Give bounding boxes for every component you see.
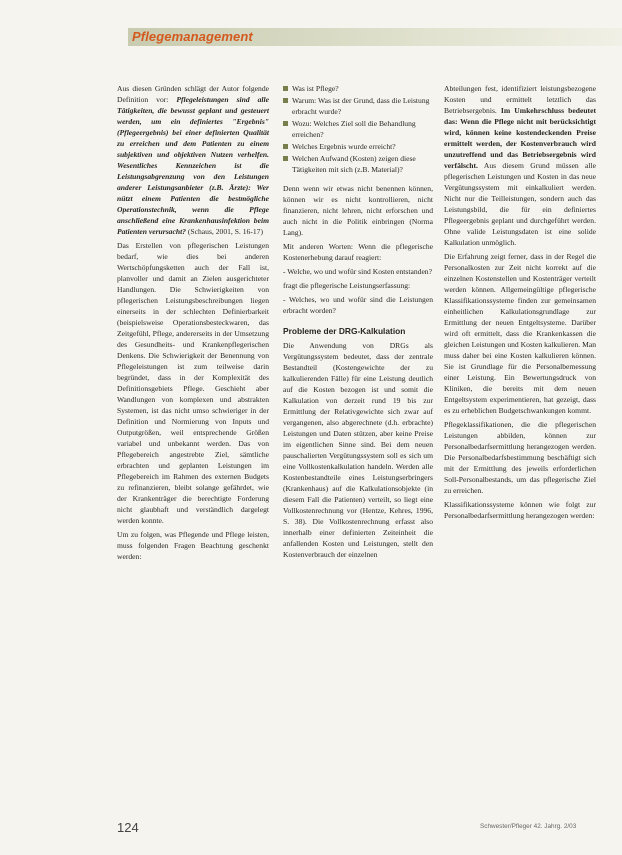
square-bullet-icon (283, 98, 288, 103)
section-header-label: Pflegemanagement (132, 29, 253, 44)
list-item-text: Welchen Aufwand (Kosten) zeigen diese Tätigkeiten mit sich (z.B. Material)? (292, 154, 416, 174)
paragraph: - Welche, wo und wofür sind Kosten entstanden? (283, 267, 432, 276)
list-item (283, 153, 433, 175)
paragraph: Klassifikationssysteme können wie folgt zur Personalbedarfsermittlung herangezogen werden: (444, 500, 596, 520)
page-number: 124 (117, 820, 139, 835)
paragraph-text: Abteilungen fest, identifiziert leistungsbezogene Kosten und ermittelt letztlich das Betriebsergebnis. (444, 84, 596, 115)
paragraph: Mit anderen Worten: Wenn die pflegerische Kostenerhebung darauf reagiert: (283, 242, 433, 262)
paragraph: Die Erfahrung zeigt ferner, dass in der Regel die Personalkosten zur Zeit nicht korrekt auf die einzelnen Kostenstellen und Kostenträger verteilt werden können. Allgemeingültige pflegerische Klassifikationssysteme finden zur gemeinsamen einheitlichen Kalkulationsgrundlage zur Ermittlung der neuen Entgeltsysteme. Darüber wird oft ermittelt, dass die Krankenkassen die gleichen Leistungen und Kosten kalkulieren. Man muss daher bei eine Kosten kalkulieren können. Sie ist Grundlage für die Personalbemessung einer Leistung. Ein Bewertungsdruck von Kliniken, die bereits mit dem neuen Entgeltsystem experimentieren, hat gezeigt, dass es zu erheblichen Budgetschwankungen kommt. (444, 252, 596, 415)
list-item-text: Welches Ergebnis wurde erreicht? (292, 142, 396, 151)
paragraph-text: Aus diesem Grund müssen alle pflegerischen Leistungen und Kosten in das neue Vergütungssystem mit einkalkuliert werden. Nicht nur die Teilleistungen, sondern auch das Leistungsbild, die für ein definiertes Pflegeergebnis geplant und durchgeführt werden. Ohne valide Leistungsdaten ist eine solide Kalkulation unmöglich. (444, 161, 597, 247)
definition-quote: Pflegeleistungen sind alle Tätigkeiten, die bewusst geplant und gesteuert werden, um ein definiertes "Ergebnis" (Pflegeergebnis) bei einer definierten Qualität zu erreichen und dem Patienten zu einem subjektiven und objektiven Nutzen verhelfen. Wesentliches Kennzeichen ist die Leistungsabgrenzung von den Leistungen anderer Leistungsanbieter (z.B. Ärzte): Wer nützt einem Patienten die bestmögliche Operationstechnik, wenn die Pflege anschließend eine Krankenhausinfektion beim Patienten verursacht? (117, 95, 270, 236)
publication-footer: Schwester/Pfleger 42. Jahrg. 2/03 (480, 823, 577, 830)
paragraph: Denn wenn wir etwas nicht benennen können, können wir es nicht kontrollieren, nicht finanzieren, nicht lehren, nicht erforschen und auch nicht in die Politik einbringen (Norma Lang). (283, 184, 433, 237)
paragraph-intro: Aus diesen Gründen schlägt der Autor folgende Definition vor: (117, 84, 269, 104)
square-bullet-icon (283, 86, 288, 91)
square-bullet-icon (283, 144, 288, 149)
paragraph: Das Erstellen von pflegerischen Leistungen bedarf, wie dies bei anderen Wertschöpfungsketten auch der Fall ist, planvoller und damit an Zielen ausgerichteter Handlungen. Die Schwierigkeiten von pflegerischen Leistungsbeschreibungen liegen einerseits in der schlechten Definierbarkeit (beispielsweise Operationsbesteckwaren, das Zeitgefühl, Pflege, andererseits in der Umsetzung des Gesundheits- und Krankenpflegerischen Denkens. Die Schwierigkeit der Benennung von Pflegeleistungen ist zum teilweise darin begründet, dass in der Komplexität des Definitionsgebiets Pflege. Geschieht aber Wandlungen von komplexen und abstrakten Systemen, ist das nicht umso schwieriger in der Definition und Normierung von Inputs und Outputgrößen, weil entsprechende Größen variabel und unbekannt werden. Das von Pflegebereich angestrebte Ziel, sämtliche erbrachten und geplanten Leistungen im Pflegebereich im Rahmen des externen Budgets zu refinanzieren, bleibt solange gefährdet, wie der Krankenträger die berechtigte Forderung nicht glaubhaft und verständlich dargelegt werden konnte. (117, 241, 269, 525)
paragraph: fragt die pflegerische Leistungserfassung: (283, 281, 411, 290)
paragraph: Pflegeklassifikationen, die die pflegerischen Leistungen abbilden, können zur Personalbedarfsermittlung herangezogen werden. Die Personalbedarfsbestimmung beschäftigt sich mit der Ermittlung des jeweils erforderlichen Soll-Personalbestands, um das pflegerische Ziel zu erreichen. (444, 420, 596, 495)
text-column-middle (283, 83, 433, 563)
paragraph: Die Anwendung von DRGs als Vergütungssystem bedeutet, dass der zentrale Bestandteil (Kostengewichte der zu kalkulierenden Fälle) für eine Leistung deutlich auf die Kosten bezogen ist und somit die Kalkulation von derzeit rund 19 bis zur Ermittlung der Relativgewichte sich zwar auf vergangenen, also abgerechnete (d.h. erbrachte) Leistungen und Daten stützen, aber keine Preise im eigentlichen Sinne sind. Bei dem neuen pauschalierten Vergütungssystem soll es sich um eine Vollkostenkalkulation handeln. Werden alle Kostenbestandteile eines Leistungserbringers (Krankenhaus) auf die Kalkulationsobjekte (in diesem Fall die Patienten) verteilt, so liegt eine Vollkostenrechnung vor (Hentze, Kehres, 1996, S. 38). Die Vollkostenrechnung erfasst also innerhalb einer definierten Zeiteinheit die anfallenden Kosten und Leistungen, stellt den Kostenverbrauch der einzelnen (283, 341, 433, 559)
question-list (283, 83, 433, 175)
paragraph (444, 83, 596, 248)
text-column-left (117, 83, 269, 565)
list-item-text: Wozu: Welches Ziel soll die Behandlung erreichen? (292, 119, 416, 139)
list-item (283, 118, 433, 140)
citation: (Schaus, 2001, S. 16-17) (187, 227, 263, 236)
square-bullet-icon (283, 156, 288, 161)
paragraph: Um zu folgen, was Pflegende und Pflege leisten, muss folgenden Fragen Beachtung geschenkt werden: (117, 530, 269, 561)
emphasis-text: Im Umkehrschluss bedeutet das: Wenn die Pflege nicht mit berücksichtigt wird, können keine kostendeckenden Preise ermittelt werden, der Kostenverbrauch wird unzutreffend und das Betriebsergebnis wird verfälscht. (444, 106, 596, 170)
list-item (283, 141, 433, 152)
list-item (283, 95, 433, 117)
list-item-text: Warum: Was ist der Grund, dass die Leistung erbracht wurde? (292, 96, 430, 116)
paragraph: - Welches, wo und wofür sind die Leistungen erbracht worden? (283, 295, 433, 315)
subheading: Probleme der DRG-Kalkulation (283, 326, 406, 336)
list-item (283, 83, 433, 94)
square-bullet-icon (283, 121, 288, 126)
text-column-right (444, 83, 596, 524)
paragraph (117, 83, 269, 237)
list-item-text: Was ist Pflege? (292, 84, 339, 93)
